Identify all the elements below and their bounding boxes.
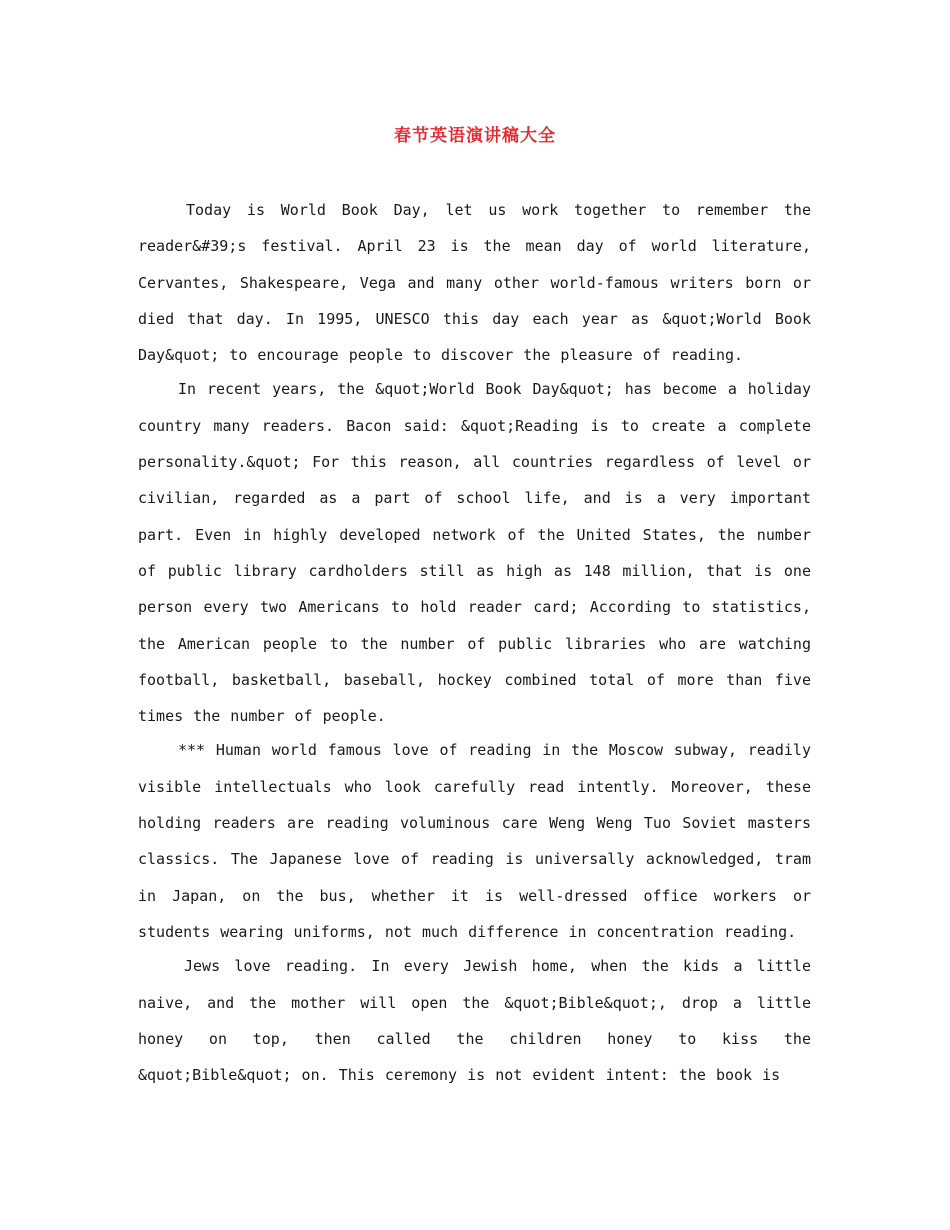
document-body xyxy=(138,192,811,1091)
paragraph-recent-years: In recent years, the &quot;World Book Day&quot; has become a holiday country many readers. Bacon said: &quot;Reading is to create a complete personality.&quot; For this reason, all countries regardless of level or civilian, regarded as a part of school life, and is a very important part. Even in highly developed network of the United States, the number of public library cardholders still as high as 148 million, that is one person every two Americans to hold reader card; According to statistics, the American people to the number of public libraries who are watching football, basketball, baseball, hockey combined total of more than five times the number of people. xyxy=(138,380,811,726)
paragraph-moscow-subway: *** Human world famous love of reading in the Moscow subway, readily visible intellectuals who look carefully read intently. Moreover, these holding readers are reading voluminous care Weng Weng Tuo Soviet masters classics. The Japanese love of reading is universally acknowledged, tram in Japan, on the bus, whether it is well-dressed office workers or students wearing uniforms, not much difference in concentration reading. xyxy=(138,741,811,941)
paragraph-jews-love-reading: Jews love reading. In every Jewish home, when the kids a little naive, and the mother will open the &quot;Bible&quot;, drop a little honey on top, then called the children honey to kiss the &quot;Bible&quot; on. This ceremony is not evident intent: the book is xyxy=(138,957,811,1085)
document-title: 春节英语演讲稿大全 xyxy=(394,126,556,146)
paragraph-world-book-day: Today is World Book Day, let us work together to remember the reader&#39;s festival. April 23 is the mean day of world literature, Cervantes, Shakespeare, Vega and many other world-famous writers born or died that day. In 1995, UNESCO this day each year as &quot;World Book Day&quot; to encourage people to discover the pleasure of reading. xyxy=(138,201,811,365)
